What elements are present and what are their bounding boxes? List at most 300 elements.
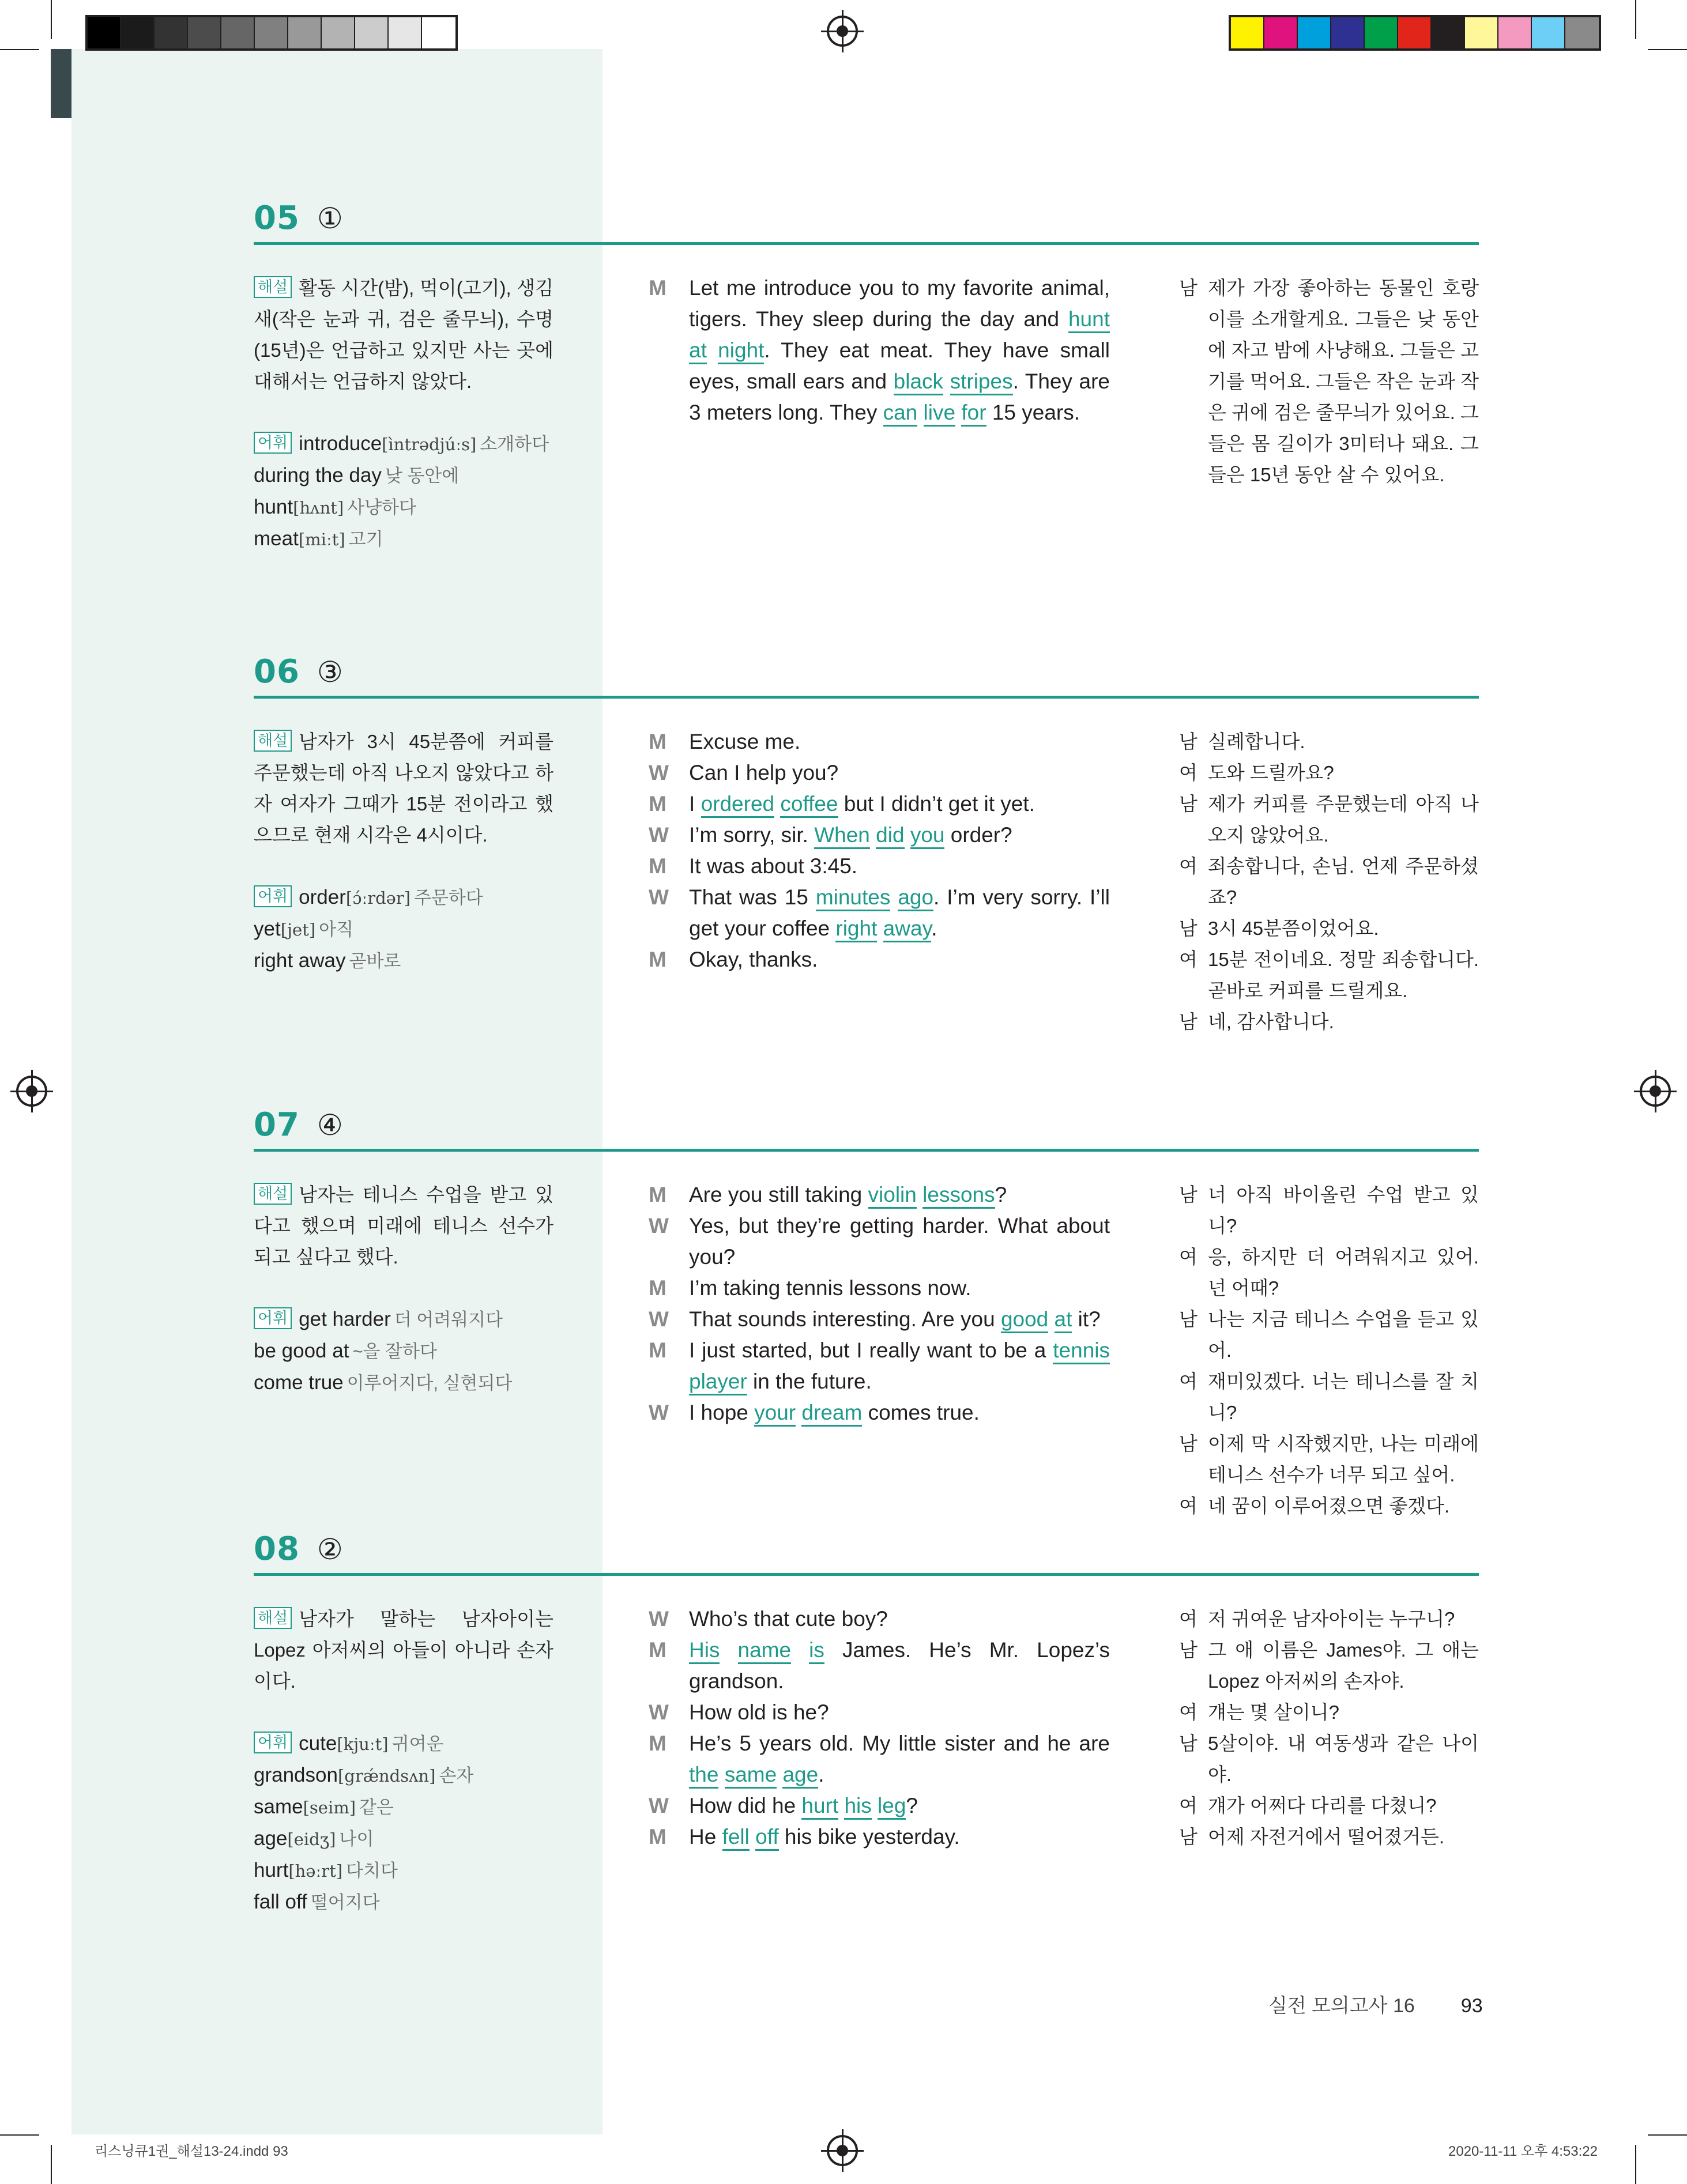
- dialogue-segment: I’m taking tennis lessons now.: [689, 1276, 971, 1300]
- dialogue-segment: [777, 1763, 782, 1786]
- vocabulary-item: [254, 1304, 553, 1336]
- translation-speaker: 여: [1179, 949, 1198, 970]
- vocab-pronunciation: [seim]: [303, 1798, 356, 1817]
- color-swatch: [355, 17, 389, 48]
- translation-line: [1179, 1491, 1479, 1522]
- dialogue-segment: [791, 1638, 809, 1662]
- answer-blank-word: the: [689, 1763, 718, 1789]
- translation-line: [1179, 1635, 1479, 1697]
- answer-blank-word: black: [894, 369, 943, 395]
- vocabulary-tag: 어휘: [254, 1307, 292, 1329]
- vocabulary-item: [254, 1367, 553, 1399]
- color-swatch: [389, 17, 422, 48]
- translation-speaker: 남: [1179, 918, 1198, 939]
- dialogue-segment: [943, 369, 950, 393]
- dialogue-column: [649, 273, 1110, 428]
- translation-text: 실례합니다.: [1208, 731, 1305, 752]
- translation-text: 이제 막 시작했지만, 나는 미래에 테니스 선수가 너무 되고 싶어.: [1208, 1433, 1479, 1485]
- vocab-meaning: 아직: [319, 919, 354, 940]
- dialogue-line: [649, 1179, 1110, 1210]
- vocabulary-list: [254, 428, 553, 555]
- dialogue-text: [689, 851, 1110, 882]
- answer-blank-word: live: [924, 401, 956, 427]
- section-header: [254, 652, 1479, 699]
- translation-speaker: 남: [1179, 1308, 1198, 1330]
- answer-blank-word: away: [883, 916, 932, 942]
- vocab-word: be good at: [254, 1340, 349, 1362]
- translation-speaker: 여: [1179, 1246, 1198, 1268]
- vocab-pronunciation: [ìntrədjúːs]: [382, 435, 477, 454]
- translation-line: [1179, 1697, 1479, 1728]
- vocabulary-item: [254, 1760, 553, 1791]
- section-header: [254, 1106, 1479, 1152]
- translation-text: 어제 자전거에서 떨어졌거든.: [1208, 1826, 1445, 1847]
- vocab-meaning: 사냥하다: [347, 497, 416, 518]
- dialogue-text: [689, 1179, 1110, 1210]
- dialogue-column: [649, 1604, 1110, 1853]
- dialogue-line: [649, 726, 1110, 757]
- speaker-label: M: [649, 1732, 666, 1755]
- vocab-word: get harder: [299, 1308, 391, 1330]
- translation-line: [1179, 1242, 1479, 1304]
- color-swatch: [1532, 17, 1565, 48]
- vocabulary-list: [254, 1304, 553, 1399]
- dialogue-segment: in the future.: [747, 1370, 872, 1393]
- question-section: [254, 1106, 1479, 1517]
- translation-speaker: 남: [1179, 1639, 1198, 1661]
- translation-text: 제가 가장 좋아하는 동물인 호랑이를 소개할게요. 그들은 낮 동안에 자고 밤에 사냥해요. 그들은 고기를 먹어요. 그들은 작은 눈과 작은 귀에 검은 줄무늬가 있어요. 그들은 몸 길이가 3미터나 돼요. 그들은 15년 동안 살 수 있어요.: [1208, 277, 1479, 485]
- dialogue-segment: I hope: [689, 1401, 755, 1424]
- answer-blank-word: for: [961, 401, 986, 427]
- answer-blank-word: at: [689, 338, 707, 364]
- translation-text: 재미있겠다. 너는 테니스를 잘 치니?: [1208, 1371, 1479, 1423]
- dialogue-column: [649, 726, 1110, 975]
- registration-mark-bottom: [827, 2135, 858, 2166]
- dialogue-segment: How did he: [689, 1794, 802, 1817]
- vocab-pronunciation: [kjuːt]: [337, 1734, 389, 1754]
- color-swatch: [255, 17, 288, 48]
- dialogue-line: [649, 944, 1110, 975]
- question-number: 08: [254, 1530, 300, 1568]
- grayscale-calibration-bar: [85, 15, 458, 51]
- translation-speaker: 남: [1179, 1826, 1198, 1847]
- vocabulary-item: [254, 1791, 553, 1823]
- question-section: [254, 652, 1479, 1032]
- vocab-word: age: [254, 1827, 288, 1850]
- crop-mark: [0, 2134, 39, 2136]
- translation-speaker: 여: [1179, 1795, 1198, 1816]
- vocabulary-item: [254, 523, 553, 555]
- dialogue-segment: 15 years.: [986, 401, 1080, 424]
- speaker-label: M: [649, 854, 666, 878]
- translation-line: [1179, 1179, 1479, 1242]
- translation-column: [1179, 273, 1479, 491]
- answer-blank-word: leg: [878, 1794, 906, 1820]
- explanation-paragraph: [254, 273, 553, 397]
- explanation-tag: 해설: [254, 1183, 292, 1205]
- dialogue-segment: It was about 3:45.: [689, 854, 858, 878]
- vocab-meaning: 이루어지다, 실현되다: [347, 1373, 513, 1393]
- translation-speaker: 여: [1179, 855, 1198, 877]
- vocab-word: meat: [254, 527, 299, 550]
- translation-line: [1179, 1790, 1479, 1821]
- dialogue-segment: He’s 5 years old. My little sister and he are: [689, 1732, 1110, 1755]
- speaker-label: W: [649, 1214, 669, 1238]
- translation-line: [1179, 1006, 1479, 1038]
- color-swatch: [88, 17, 121, 48]
- dialogue-text: [689, 1728, 1110, 1790]
- dialogue-line: [649, 1397, 1110, 1428]
- page-number: 93: [1460, 1995, 1483, 2017]
- dialogue-line: [649, 1635, 1110, 1697]
- speaker-label: W: [649, 1700, 669, 1724]
- answer-mark: ④: [317, 1108, 343, 1142]
- explanation-paragraph: [254, 1179, 553, 1273]
- answer-blank-word: ago: [898, 885, 933, 911]
- answer-blank-word: tennis: [1053, 1338, 1110, 1364]
- speaker-label: M: [649, 1825, 666, 1849]
- dialogue-segment: it?: [1072, 1307, 1101, 1331]
- answer-blank-word: good: [1001, 1307, 1048, 1333]
- crop-mark: [51, 2145, 52, 2184]
- registration-mark-top: [827, 16, 858, 47]
- translation-line: [1179, 1304, 1479, 1366]
- dialogue-line: [649, 757, 1110, 789]
- answer-blank-word: night: [718, 338, 764, 364]
- vocab-meaning: 나이: [339, 1829, 374, 1849]
- question-number: 07: [254, 1106, 300, 1144]
- speaker-label: M: [649, 948, 666, 971]
- explanation-column: [254, 273, 553, 555]
- translation-line: [1179, 851, 1479, 913]
- dialogue-line: [649, 1821, 1110, 1853]
- speaker-label: M: [649, 792, 666, 816]
- speaker-label: M: [649, 730, 666, 753]
- vocabulary-item: [254, 460, 553, 492]
- explanation-tag: 해설: [254, 276, 292, 298]
- dialogue-segment: .: [818, 1763, 824, 1786]
- translation-line: [1179, 1428, 1479, 1491]
- explanation-column: [254, 726, 553, 977]
- vocab-word: during the day: [254, 464, 382, 486]
- answer-blank-word: age: [782, 1763, 818, 1789]
- dialogue-segment: Okay, thanks.: [689, 948, 818, 971]
- speaker-label: M: [649, 1183, 666, 1206]
- color-swatch: [1498, 17, 1532, 48]
- dialogue-text: [689, 820, 1110, 851]
- answer-blank-word: When: [814, 823, 870, 849]
- translation-speaker: 남: [1179, 1184, 1198, 1205]
- dialogue-line: [649, 882, 1110, 944]
- dialogue-segment: . They are 3 meters long. They: [689, 369, 1110, 424]
- vocab-word: hurt: [254, 1859, 289, 1881]
- dialogue-segment: his bike yesterday.: [778, 1825, 960, 1849]
- dialogue-segment: .: [931, 916, 937, 940]
- dialogue-text: [689, 1635, 1110, 1697]
- answer-blank-word: ordered: [701, 792, 775, 818]
- vocab-meaning: 다치다: [346, 1861, 398, 1881]
- translation-speaker: 여: [1179, 762, 1198, 783]
- answer-blank-word: same: [725, 1763, 777, 1789]
- translation-line: [1179, 1821, 1479, 1853]
- translation-line: [1179, 726, 1479, 757]
- crop-mark: [0, 49, 39, 50]
- vocab-word: order: [299, 886, 346, 908]
- translation-speaker: 남: [1179, 277, 1198, 299]
- page-footer: [1268, 1990, 1483, 2018]
- dialogue-line: [649, 1790, 1110, 1821]
- translation-speaker: 여: [1179, 1608, 1198, 1629]
- translation-text: 너 아직 바이올린 수업 받고 있니?: [1208, 1184, 1479, 1236]
- translation-column: [1179, 1179, 1479, 1522]
- dialogue-text: [689, 1210, 1110, 1273]
- vocabulary-list: [254, 1728, 553, 1918]
- translation-text: 도와 드릴까요?: [1208, 762, 1334, 783]
- vocab-word: yet: [254, 918, 281, 940]
- translation-line: [1179, 1728, 1479, 1790]
- dialogue-text: [689, 1273, 1110, 1304]
- registration-mark-left: [16, 1076, 47, 1107]
- answer-blank-word: is: [809, 1638, 824, 1664]
- question-number: 05: [254, 199, 300, 237]
- vocab-pronunciation: [jet]: [280, 920, 316, 940]
- dialogue-segment: That sounds interesting. Are you: [689, 1307, 1001, 1331]
- color-swatch: [322, 17, 355, 48]
- slug-filename: 리스닝큐1권_해설13-24.indd 93: [95, 2144, 288, 2159]
- dialogue-line: [649, 1604, 1110, 1635]
- vocab-meaning: 고기: [348, 529, 383, 549]
- dialogue-segment: ?: [995, 1183, 1007, 1206]
- dialogue-segment: I’m sorry, sir.: [689, 823, 815, 847]
- color-swatch: [1264, 17, 1298, 48]
- answer-blank-word: his: [844, 1794, 871, 1820]
- translation-text: 걔가 어쩌다 다리를 다쳤니?: [1208, 1795, 1437, 1816]
- translation-line: [1179, 273, 1479, 491]
- color-swatch: [1465, 17, 1498, 48]
- dialogue-text: [689, 1335, 1110, 1397]
- speaker-label: M: [649, 276, 666, 300]
- answer-blank-word: at: [1055, 1307, 1072, 1333]
- dialogue-text: [689, 273, 1110, 428]
- speaker-label: M: [649, 1276, 666, 1300]
- color-swatch: [288, 17, 322, 48]
- vocab-word: come true: [254, 1371, 344, 1394]
- answer-blank-word: lessons: [922, 1183, 995, 1209]
- vocab-meaning: ~을 잘하다: [352, 1341, 437, 1361]
- dialogue-line: [649, 851, 1110, 882]
- vocabulary-item: [254, 1728, 553, 1760]
- translation-text: 네, 감사합니다.: [1208, 1011, 1334, 1032]
- translation-text: 저 귀여운 남자아이는 누구니?: [1208, 1608, 1455, 1629]
- dialogue-segment: [917, 1183, 922, 1206]
- vocabulary-item: [254, 1855, 553, 1887]
- answer-blank-word: your: [754, 1401, 796, 1427]
- dialogue-segment: [707, 338, 718, 362]
- dialogue-segment: [872, 1794, 878, 1817]
- explanation-column: [254, 1604, 553, 1918]
- color-swatch: [155, 17, 188, 48]
- registration-mark-right: [1640, 1076, 1671, 1107]
- explanation-text: 남자가 3시 45분쯤에 커피를 주문했는데 아직 나오지 않았다고 하자 여자가 그때가 15분 전이라고 했으므로 현재 시각은 4시이다.: [254, 731, 553, 846]
- vocab-word: same: [254, 1796, 303, 1818]
- dialogue-segment: . I’m very sorry. I’ll get your coffee: [689, 885, 1110, 940]
- vocab-pronunciation: [ɔ́ːrdər]: [345, 888, 411, 908]
- dialogue-segment: How old is he?: [689, 1700, 829, 1724]
- explanation-paragraph: [254, 1604, 553, 1697]
- dialogue-line: [649, 789, 1110, 820]
- answer-blank-word: His: [689, 1638, 720, 1664]
- dialogue-segment: Yes, but they’re getting harder. What about you?: [689, 1214, 1110, 1269]
- translation-speaker: 여: [1179, 1371, 1198, 1392]
- answer-blank-word: name: [738, 1638, 792, 1664]
- speaker-label: W: [649, 1307, 669, 1331]
- dialogue-text: [689, 1821, 1110, 1853]
- dialogue-column: [649, 1179, 1110, 1428]
- answer-blank-word: violin: [868, 1183, 917, 1209]
- vocab-meaning: 손자: [439, 1766, 474, 1786]
- dialogue-line: [649, 1210, 1110, 1273]
- translation-line: [1179, 1366, 1479, 1428]
- translation-speaker: 남: [1179, 793, 1198, 814]
- color-swatch: [221, 17, 255, 48]
- translation-text: 제가 커피를 주문했는데 아직 나오지 않았어요.: [1208, 793, 1479, 846]
- question-section: [254, 1530, 1479, 1913]
- speaker-label: M: [649, 1638, 666, 1662]
- answer-blank-word: did: [876, 823, 904, 849]
- explanation-text: 남자는 테니스 수업을 받고 있다고 했으며 미래에 테니스 선수가 되고 싶다고 했다.: [254, 1184, 553, 1268]
- dialogue-line: [649, 1335, 1110, 1397]
- explanation-text: 활동 시간(밤), 먹이(고기), 생김새(작은 눈과 귀, 검은 줄무늬), 수명(15년)은 언급하고 있지만 사는 곳에 대해서는 언급하지 않았다.: [254, 277, 553, 392]
- vocab-word: cute: [299, 1732, 337, 1755]
- dialogue-line: [649, 1728, 1110, 1790]
- dialogue-text: [689, 1604, 1110, 1635]
- dialogue-segment: [774, 792, 780, 816]
- dialogue-segment: James. He’s Mr. Lopez’s grandson.: [689, 1638, 1110, 1693]
- translation-text: 네 꿈이 이루어졌으면 좋겠다.: [1208, 1495, 1450, 1517]
- speaker-label: W: [649, 823, 669, 847]
- vocabulary-item: [254, 428, 553, 460]
- answer-blank-word: can: [883, 401, 918, 427]
- dialogue-segment: [890, 885, 898, 909]
- vocab-meaning: 떨어지다: [310, 1892, 380, 1913]
- vocab-word: grandson: [254, 1764, 338, 1786]
- dialogue-segment: Who’s that cute boy?: [689, 1607, 888, 1631]
- explanation-tag: 해설: [254, 1607, 292, 1629]
- translation-speaker: 여: [1179, 1495, 1198, 1517]
- dialogue-segment: [796, 1401, 801, 1424]
- vocab-word: right away: [254, 949, 346, 972]
- explanation-column: [254, 1179, 553, 1399]
- vocab-pronunciation: [hʌnt]: [293, 498, 344, 518]
- dialogue-text: [689, 1790, 1110, 1821]
- dialogue-segment: [718, 1763, 724, 1786]
- dialogue-segment: [870, 823, 876, 847]
- dialogue-text: [689, 1697, 1110, 1728]
- translation-line: [1179, 944, 1479, 1006]
- explanation-text: 남자가 말하는 남자아이는 Lopez 아저씨의 아들이 아니라 손자이다.: [254, 1608, 553, 1692]
- dialogue-segment: Are you still taking: [689, 1183, 868, 1206]
- vocabulary-item: [254, 1887, 553, 1918]
- question-section: [254, 199, 1479, 550]
- vocab-meaning: 같은: [359, 1797, 394, 1817]
- vocab-pronunciation: [grǽndsʌn]: [337, 1766, 436, 1786]
- color-swatch: [1231, 17, 1264, 48]
- vocab-pronunciation: [eidʒ]: [287, 1830, 336, 1849]
- dialogue-segment: [838, 1794, 844, 1817]
- answer-mark: ②: [317, 1532, 343, 1566]
- speaker-label: W: [649, 761, 669, 784]
- answer-mark: ①: [317, 201, 343, 235]
- dialogue-segment: That was 15: [689, 885, 816, 909]
- dialogue-segment: [917, 401, 923, 424]
- dialogue-segment: Can I help you?: [689, 761, 839, 784]
- dialogue-text: [689, 882, 1110, 944]
- answer-blank-word: player: [689, 1370, 747, 1395]
- answer-blank-word: fell: [722, 1825, 750, 1851]
- translation-speaker: 여: [1179, 1702, 1198, 1723]
- vocabulary-item: [254, 945, 553, 977]
- dialogue-segment: I just started, but I really want to be a: [689, 1338, 1053, 1362]
- vocab-pronunciation: [həːrt]: [288, 1861, 343, 1881]
- vocab-meaning: 더 어려워지다: [394, 1310, 503, 1330]
- dialogue-segment: [750, 1825, 755, 1849]
- dialogue-segment: [877, 916, 883, 940]
- color-swatch: [1398, 17, 1432, 48]
- dialogue-text: [689, 1304, 1110, 1335]
- vocabulary-item: [254, 1823, 553, 1855]
- dialogue-text: [689, 1397, 1110, 1428]
- dialogue-segment: comes true.: [862, 1401, 980, 1424]
- color-swatch: [121, 17, 155, 48]
- translation-text: 그 애 이름은 James야. 그 애는 Lopez 아저씨의 손자야.: [1208, 1639, 1479, 1692]
- crop-mark: [1635, 0, 1636, 39]
- dialogue-segment: [955, 401, 961, 424]
- crop-mark: [1635, 2145, 1636, 2184]
- translation-text: 나는 지금 테니스 수업을 듣고 있어.: [1208, 1308, 1479, 1361]
- vocabulary-tag: 어휘: [254, 432, 292, 454]
- dialogue-text: [689, 757, 1110, 789]
- vocab-word: hunt: [254, 496, 293, 518]
- vocabulary-item: [254, 882, 553, 914]
- answer-blank-word: stripes: [950, 369, 1013, 395]
- slug-timestamp: 2020-11-11 오후 4:53:22: [1448, 2144, 1598, 2159]
- dialogue-segment: Excuse me.: [689, 730, 801, 753]
- dialogue-segment: [720, 1638, 737, 1662]
- vocab-word: fall off: [254, 1891, 307, 1913]
- answer-mark: ③: [317, 655, 343, 689]
- explanation-paragraph: [254, 726, 553, 851]
- translation-text: 15분 전이네요. 정말 죄송합니다. 곧바로 커피를 드릴게요.: [1208, 949, 1479, 1001]
- dialogue-text: [689, 726, 1110, 757]
- color-swatch: [422, 17, 455, 48]
- dialogue-segment: Let me introduce you to my favorite animal, tigers. They sleep during the day and: [689, 276, 1110, 331]
- answer-blank-word: hurt: [801, 1794, 838, 1820]
- color-swatch: [1298, 17, 1331, 48]
- translation-column: [1179, 726, 1479, 1038]
- dialogue-segment: [905, 823, 910, 847]
- crop-mark: [1648, 49, 1687, 50]
- vocab-pronunciation: [miːt]: [298, 530, 345, 549]
- translation-text: 죄송합니다, 손님. 언제 주문하셨죠?: [1208, 855, 1479, 908]
- dialogue-line: [649, 1273, 1110, 1304]
- answer-blank-word: right: [835, 916, 877, 942]
- translation-text: 걔는 몇 살이니?: [1208, 1702, 1339, 1723]
- translation-text: 5살이야. 내 여동생과 같은 나이야.: [1208, 1733, 1479, 1785]
- color-swatch: [188, 17, 221, 48]
- dialogue-segment: ?: [906, 1794, 918, 1817]
- footer-label: 실전 모의고사 16: [1268, 1995, 1415, 2017]
- translation-line: [1179, 757, 1479, 789]
